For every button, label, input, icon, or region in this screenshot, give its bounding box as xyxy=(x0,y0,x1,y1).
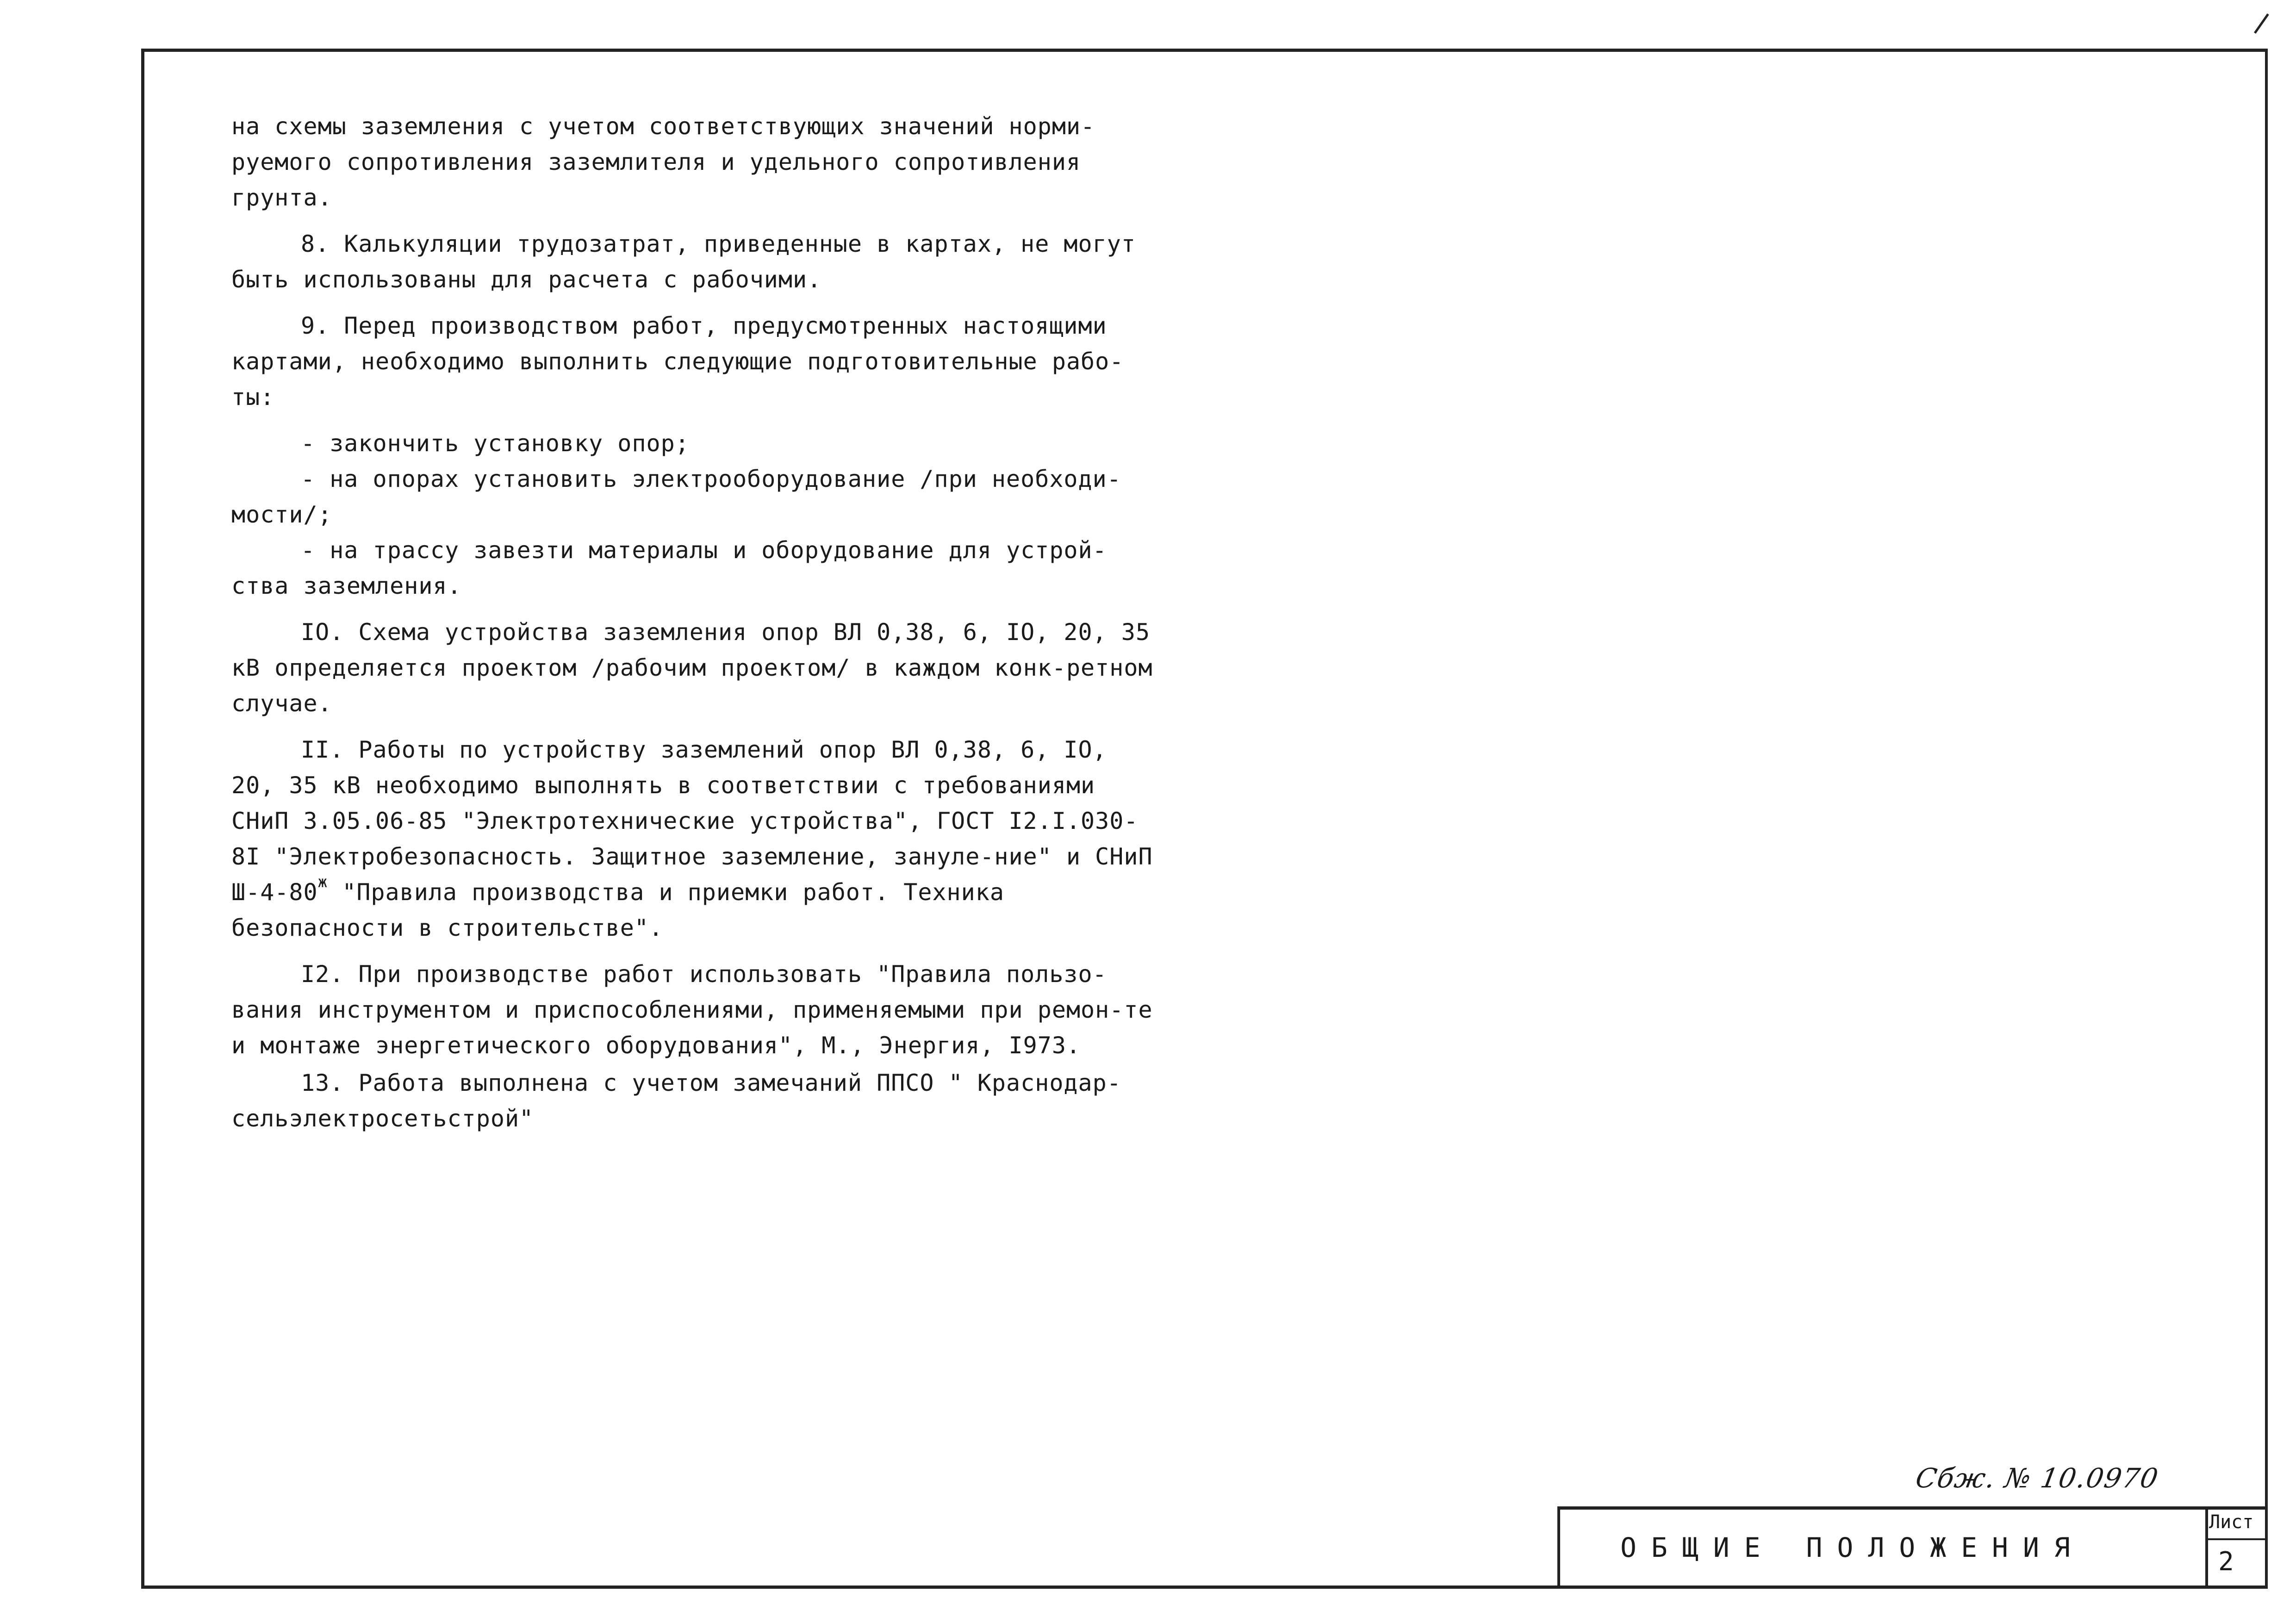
title-block xyxy=(1557,1506,2268,1589)
sheet-number: 2 xyxy=(2218,1547,2234,1577)
footnote-mark: ж xyxy=(317,873,328,891)
paragraph-11-main: II. Работы по устройству заземлений опор ВЛ 0,38, 6, IO, 20, 35 кВ необходимо выполнять в соответствии с требованиями СНиП 3.05.06-85 "Электротехнические устройства", ГОСТ I2.I.030-8I "Электробезопасность. Защитное заземление, зануле-ние" и СНиП Ш-4-80 xyxy=(231,736,1153,906)
sheet-divider xyxy=(2208,1538,2268,1540)
list-item: - на опорах установить электрооборудование /при необходи-мости/; xyxy=(231,466,1121,528)
paragraph-12: I2. При производстве работ использовать "Правила пользо-вания инструментом и приспособлениями, применяемыми при ремон-те и монтаже энергетического оборудования", М., Энергия, I973. xyxy=(231,961,1153,1059)
list-item: - закончить установку опор; xyxy=(301,430,690,457)
body-text xyxy=(231,109,1157,1147)
preparation-list xyxy=(231,426,1157,604)
sheet-label: Лист xyxy=(2209,1511,2254,1533)
sheet-cell xyxy=(2205,1510,2268,1589)
section-title: ОБЩИЕ ПОЛОЖЕНИЯ xyxy=(1620,1532,2085,1563)
paragraph-13: 13. Работа выполнена с учетом замечаний ППСО " Краснодар-сельэлектросетьстрой" xyxy=(231,1070,1121,1132)
list-item: - на трассу завезти материалы и оборудование для устрой-ства заземления. xyxy=(231,537,1107,599)
paragraph-10: IO. Схема устройства заземления опор ВЛ 0,38, 6, IO, 20, 35 кВ определяется проектом /рабочим проектом/ в каждом конк-ретном случае. xyxy=(231,619,1153,717)
document-number: Сбж. № 10.0970 xyxy=(1913,1462,2161,1494)
paragraph-9: 9. Перед производством работ, предусмотренных настоящими картами, необходимо выполнить следующие подготовительные рабо-ты: xyxy=(231,312,1124,410)
paragraph-11 xyxy=(231,732,1157,946)
corner-mark xyxy=(2254,13,2272,36)
paragraph-intro: на схемы заземления с учетом соответствующих значений норми-руемого сопротивления заземлителя и удельного сопротивления грунта. xyxy=(231,113,1095,211)
paragraph-8: 8. Калькуляции трудозатрат, приведенные в картах, не могут быть использованы для расчета с рабочими. xyxy=(231,230,1136,293)
paragraph-11-tail: "Правила производства и приемки работ. Техника безопасности в строительстве". xyxy=(231,879,1004,941)
